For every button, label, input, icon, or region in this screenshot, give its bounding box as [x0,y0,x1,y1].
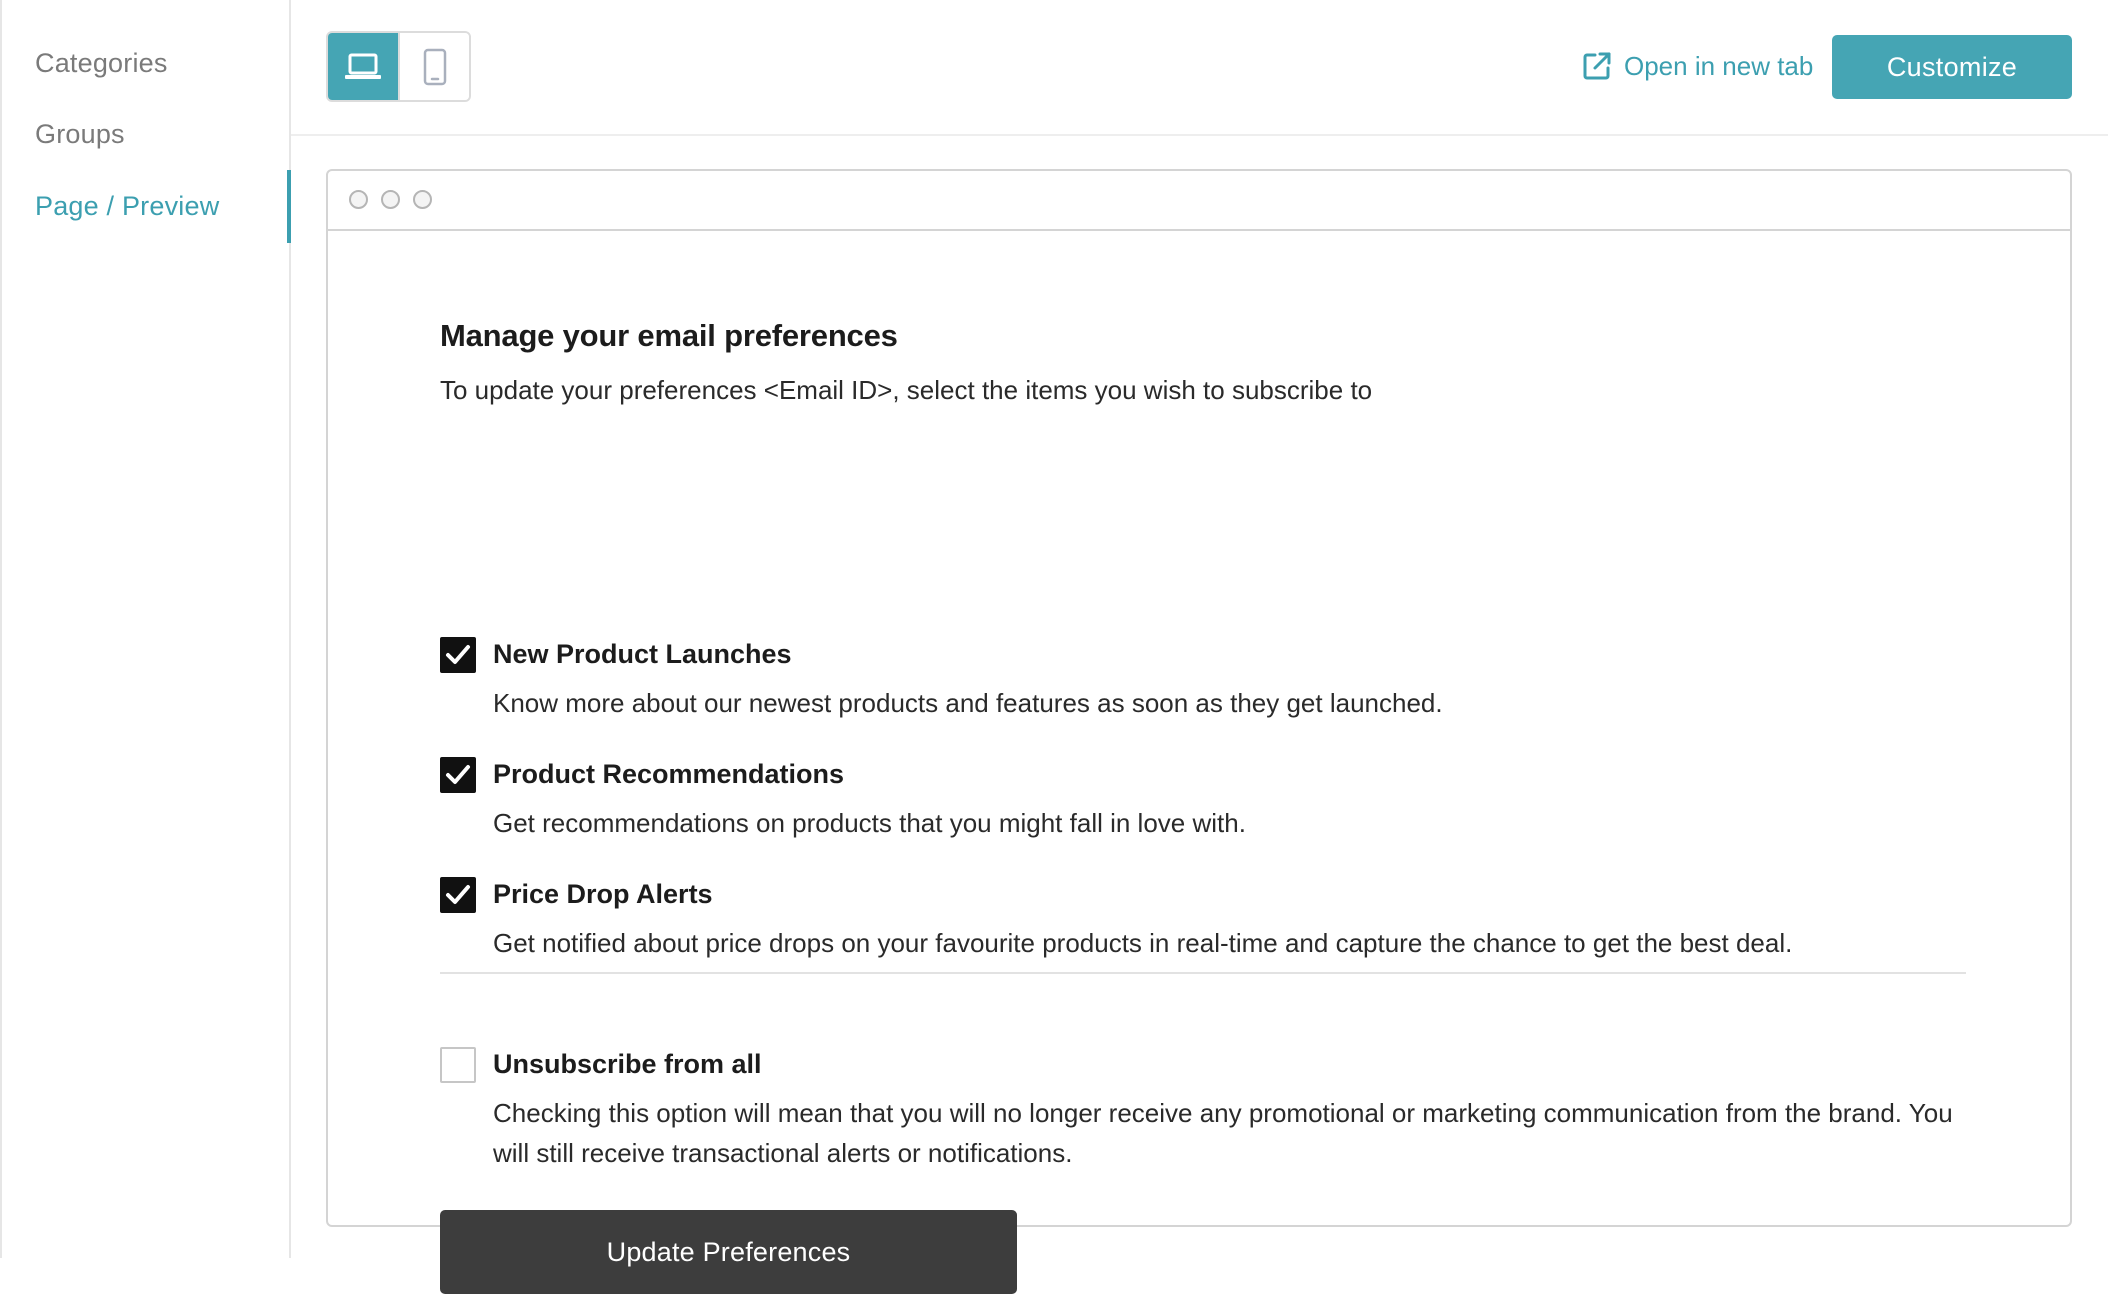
mobile-view-button[interactable] [398,33,469,100]
product-recommendations-checkbox[interactable] [440,757,476,793]
option-description: Get recommendations on products that you might fall in love with. [493,808,1246,838]
sidebar [0,0,291,1258]
desktop-view-button[interactable] [328,33,398,100]
browser-preview-frame [326,169,2072,1267]
email-preferences-form [440,316,1970,1267]
update-preferences-button[interactable]: Update Preferences [440,1210,1017,1294]
mobile-phone-icon [423,48,447,86]
divider [440,972,1966,974]
open-in-new-tab-label: Open in new tab [1624,50,1814,81]
option-description: Know more about our newest products and features as soon as they get launched. [493,688,1443,718]
customize-button[interactable]: Customize [1832,35,2072,99]
external-link-icon [1582,51,1612,81]
laptop-icon [344,52,382,82]
option-title: Product Recommendations [493,759,845,789]
sidebar-item-groups[interactable]: Groups [35,119,125,149]
option-title: Price Drop Alerts [493,879,713,909]
unsubscribe-all-checkbox[interactable] [440,1047,476,1083]
page-title: Manage your email preferences [440,318,898,353]
page-subtitle: To update your preferences <Email ID>, select the items you wish to subscribe to [440,375,1373,405]
sidebar-item-categories[interactable]: Categories [35,48,168,78]
browser-title-bar [328,171,2070,231]
new-product-launches-checkbox[interactable] [440,637,476,673]
open-in-new-tab-link[interactable] [1582,48,1813,84]
sidebar-active-indicator [287,170,291,243]
option-description: Get notified about price drops on your favourite products in real-time and capture the chance to get the best deal. [493,928,1793,958]
checkmark-icon [445,644,471,666]
price-drop-alerts-checkbox[interactable] [440,877,476,913]
option-description: Checking this option will mean that you will no longer receive any promotional or marketing communication from the brand. You will still receive transactional alerts or notifications. [493,1098,1953,1168]
sidebar-item-page-preview[interactable]: Page / Preview [35,191,220,221]
option-title: Unsubscribe from all [493,1049,762,1079]
checkmark-icon [445,884,471,906]
window-dot-icon [413,190,432,209]
option-title: New Product Launches [493,639,792,669]
checkmark-icon [445,764,471,786]
window-dot-icon [349,190,368,209]
window-dot-icon [381,190,400,209]
device-toggle [326,31,471,102]
